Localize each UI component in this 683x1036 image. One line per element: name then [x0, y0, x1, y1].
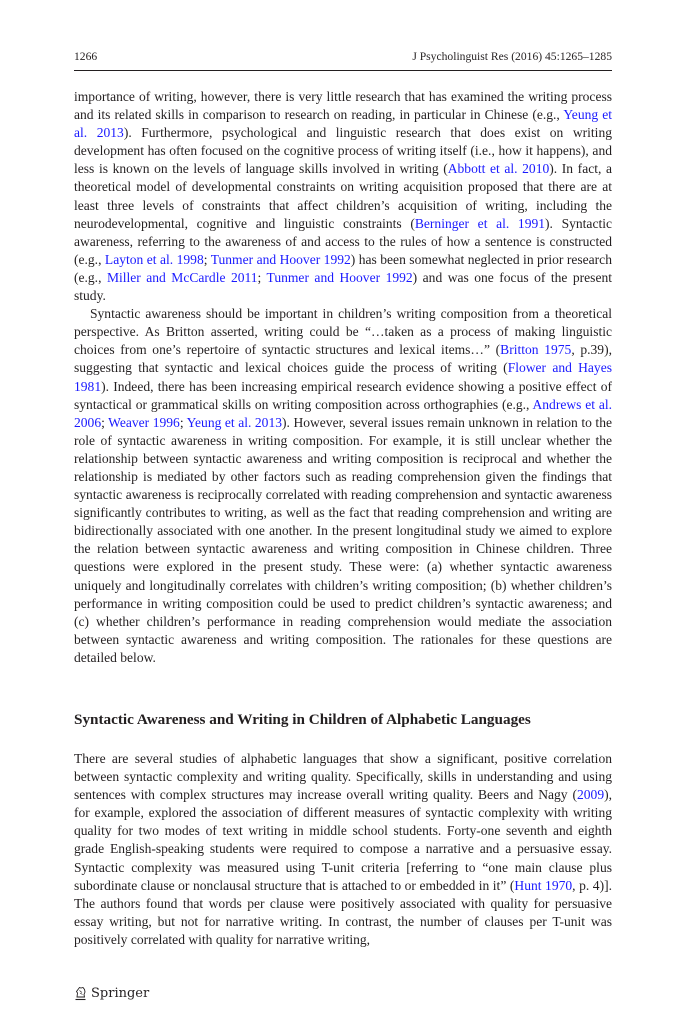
text-run: ). Furthermore, psychological and linguistic research that does exist on writing development has often focused on the cognitive process of writing itself (i.e., how it happens), and less is known on the levels of language skills involved in writing ( — [74, 125, 612, 177]
text-run: ). Indeed, there has been increasing empirical research evidence showing a positive effect of syntactical or grammatical skills on writing composition across orthographies (e.g., — [74, 378, 612, 412]
text-run: ) has been somewhat neglected in prior research (e.g., — [74, 251, 612, 285]
paragraph-3 — [74, 750, 612, 949]
section-heading: Syntactic Awareness and Writing in Children of Alphabetic Languages — [74, 711, 531, 728]
citation-link[interactable]: Andrews et al. 2006 — [74, 396, 612, 430]
text-run: There are several studies of alphabetic languages that show a significant, positive correlation between syntactic complexity and writing quality. Specifically, skills in understanding and using sentences with complex structures may increase overall writing quality. Beers and Nagy ( — [74, 751, 612, 803]
text-run: ). However, several issues remain unknown in relation to the role of syntactic awareness in writing composition. For example, it is still unclear whether the relationship between syntactic awareness and writing composition is reciprocal and whether the relationship is mediated by other factors such as reading comprehension given the findings that syntactic awareness is reciprocally correlated with reading comprehension and syntactic awareness significantly contributes to writing, as well as the fact that reading comprehension and writing are bidirectionally associated with one another. In the present longitudinal study we aimed to explore the relation between syntactic awareness and writing composition in Chinese children. Three questions were explored in the present study. These were: (a) whether syntactic awareness uniquely and longitudinally correlates with children’s writing composition; (b) whether children’s performance in writing composition could be used to predict children’s syntactic awareness; and (c) whether children’s performance in reading comprehension would mediate the association between syntactic awareness and writing composition. The rationales for these questions are detailed below. — [74, 414, 612, 665]
paragraph-2 — [74, 305, 612, 667]
citation-link[interactable]: Miller and McCardle 2011 — [106, 269, 258, 285]
citation-link[interactable]: Berninger et al. 1991 — [414, 215, 546, 231]
publisher-footer — [74, 986, 149, 1001]
header-rule — [74, 70, 612, 71]
text-run: ; — [257, 269, 267, 285]
text-run: ) and was one focus of the present study. — [74, 269, 612, 304]
body-text — [74, 88, 612, 667]
text-run: ; — [179, 414, 187, 430]
citation-link[interactable]: Hunt 1970 — [514, 877, 573, 893]
running-header — [74, 50, 612, 63]
publisher-name: Springer — [91, 986, 150, 1001]
citation-link[interactable]: Layton et al. 1998 — [104, 251, 204, 267]
body-text-section — [74, 750, 612, 949]
text-run: ; — [101, 414, 109, 430]
citation-link[interactable]: 2009 — [577, 787, 605, 803]
text-run: ). In fact, a theoretical model of developmental constraints on writing acquisition proposed that there are at least three levels of constraints that affect children’s acquisition of writing, including the neurodevelopmental, cognitive and linguistic constraints ( — [74, 161, 613, 231]
text-run: , p.39), suggesting that syntactic and lexical choices guide the process of writing ( — [74, 342, 612, 376]
citation-link[interactable]: Tunmer and Hoover 1992 — [210, 251, 351, 267]
citation-link[interactable]: Weaver 1996 — [108, 414, 180, 430]
citation-link[interactable]: Tunmer and Hoover 1992 — [266, 269, 413, 285]
text-run: importance of writing, however, there is very little research that has examined the writing process and its related skills in comparison to research on reading, in particular in Chinese (e.g., — [74, 89, 612, 123]
text-run: ; — [203, 251, 211, 267]
text-run: ). Syntactic awareness, referring to the awareness of and access to the rules of how a sentence is constructed (e.g., — [74, 215, 612, 267]
page-number: 1266 — [74, 50, 98, 63]
citation-link[interactable]: Yeung et al. 2013 — [74, 107, 612, 141]
text-run: Syntactic awareness should be important in children’s writing composition from a theoretical perspective. As Britton asserted, writing could be “…taken as a process of making linguistic choices from one’s repertoire of syntactic structures and lexical items…” ( — [74, 306, 612, 358]
journal-citation: J Psycholinguist Res (2016) 45:1265–1285 — [412, 50, 612, 63]
citation-link[interactable]: Flower and Hayes 1981 — [74, 360, 612, 394]
text-run: ), for example, explored the association of different measures of syntactic complexity with writing quality for two modes of text writing in middle school students. Forty-one seventh and eighth grade English-speaking students were required to compose a narrative and a persuasive essay. Syntactic complexity was measured using T-unit criteria [referring to “one main clause plus subordinate clause or nonclausal structure that is attached to or embedded in it” ( — [74, 787, 612, 893]
springer-knight-icon — [74, 986, 87, 1001]
paragraph-1 — [74, 88, 612, 305]
citation-link[interactable]: Abbott et al. 2010 — [447, 161, 550, 177]
citation-link[interactable]: Britton 1975 — [500, 342, 572, 358]
citation-link[interactable]: Yeung et al. 2013 — [186, 414, 283, 430]
text-run: , p. 4)]. The authors found that words per clause were positively associated with quality for persuasive essay writing, but not for narrative writing. In contrast, the number of clauses per T-unit was positively correlated with quality for narrative writing, — [74, 877, 612, 947]
